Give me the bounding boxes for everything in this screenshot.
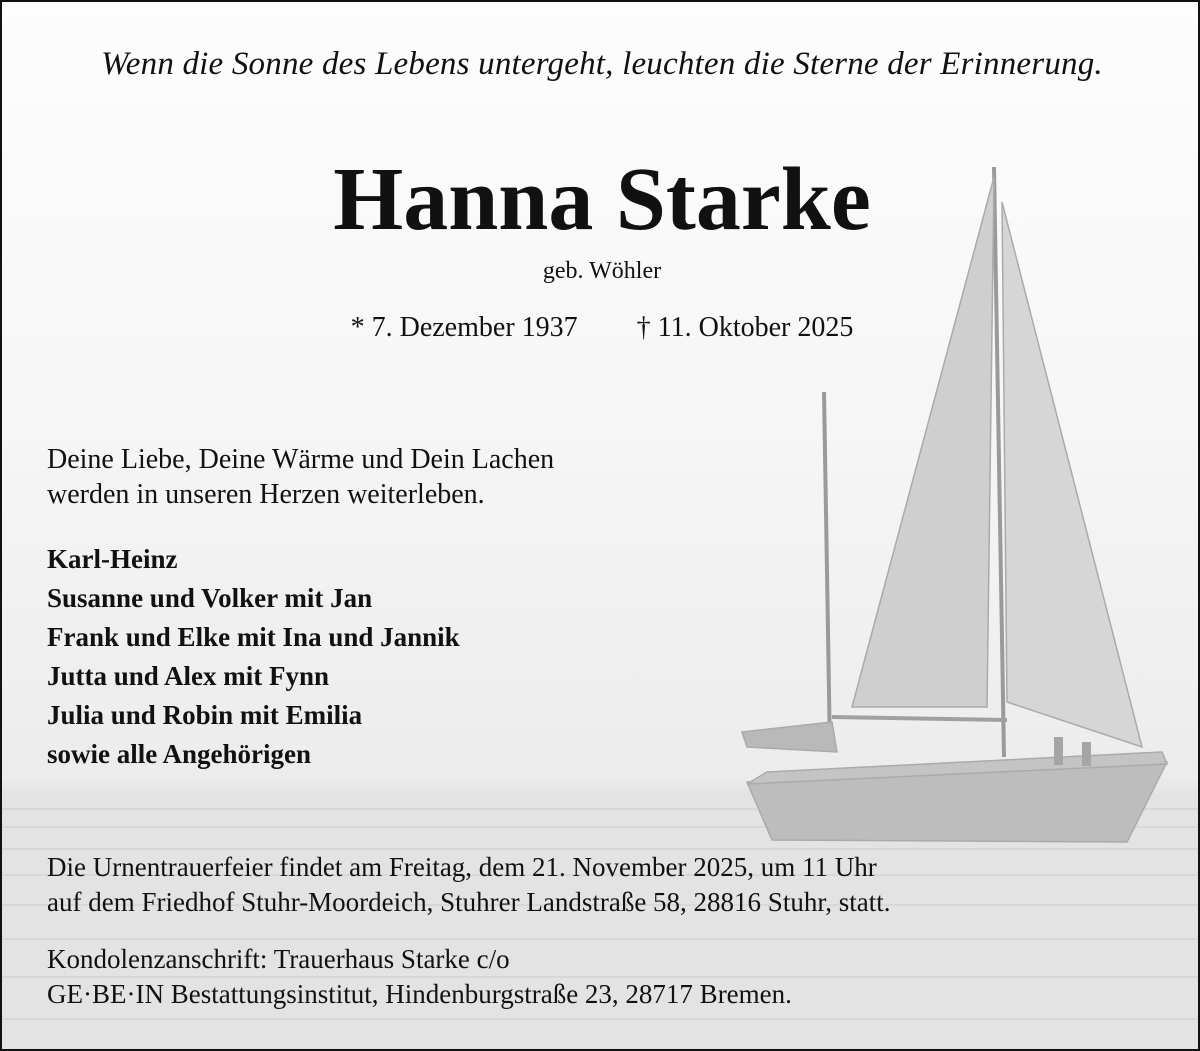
mourner: Karl-Heinz bbox=[47, 544, 178, 574]
birth-date: * 7. Dezember 1937 bbox=[350, 312, 578, 343]
life-dates bbox=[2, 312, 1200, 344]
maiden-name: geb. Wöhler bbox=[542, 258, 662, 284]
mourner: Susanne und Volker mit Jan bbox=[47, 583, 373, 613]
condolence-line: Kondolenzanschrift: Trauerhaus Starke c/o bbox=[47, 944, 510, 974]
service-line: Die Urnentrauerfeier findet am Freitag, dem 21. November 2025, um 11 Uhr bbox=[47, 852, 877, 882]
quote-line: Deine Liebe, Deine Wärme und Dein Lachen bbox=[47, 444, 555, 475]
service-line: auf dem Friedhof Stuhr-Moordeich, Stuhrer Landstraße 58, 28816 Stuhr, statt. bbox=[47, 887, 891, 917]
mourner: Jutta und Alex mit Fynn bbox=[47, 661, 330, 691]
motto: Wenn die Sonne des Lebens untergeht, leuchten die Sterne der Erinnerung. bbox=[101, 46, 1103, 82]
quote bbox=[47, 442, 554, 512]
mourners-list bbox=[47, 540, 460, 774]
mourner: sowie alle Angehörigen bbox=[47, 739, 311, 769]
condolence-line: GE·BE·IN Bestattungsinstitut, Hindenburgstraße 23, 28717 Bremen. bbox=[47, 979, 792, 1009]
death-date: † 11. Oktober 2025 bbox=[636, 312, 854, 343]
mourner: Frank und Elke mit Ina und Jannik bbox=[47, 622, 460, 652]
deceased-name: Hanna Starke bbox=[333, 150, 871, 249]
condolence-address bbox=[47, 942, 792, 1012]
service-info bbox=[47, 850, 890, 920]
mourner: Julia und Robin mit Emilia bbox=[47, 700, 363, 730]
quote-line: werden in unseren Herzen weiterleben. bbox=[47, 479, 485, 510]
